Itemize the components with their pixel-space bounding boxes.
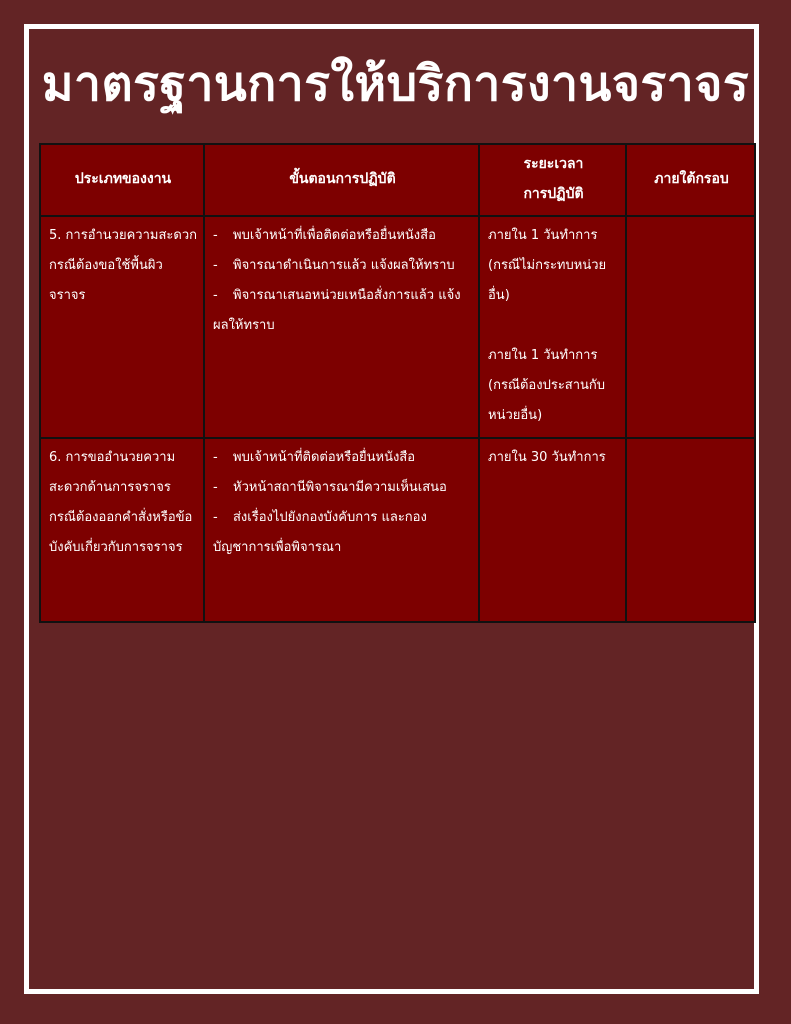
framework-cell (626, 216, 755, 438)
duration-cell (479, 216, 626, 438)
procedure-cell (204, 216, 479, 438)
duration-text: ภายใน 1 วันทำการ (กรณีต้องประสานกับหน่วยอื่น) (488, 348, 606, 423)
procedure-step: - พิจารณาเสนอหน่วยเหนือสั่งการแล้ว แจ้งผลให้ทราบ (213, 288, 461, 333)
duration-text: ภายใน 1 วันทำการ (กรณีไม่กระทบหน่วยอื่น) (488, 228, 607, 303)
procedure-step: - หัวหน้าสถานีพิจารณามีความเห็นเสนอ (213, 480, 447, 495)
page-title: มาตรฐานการให้บริการงานจราจร (41, 56, 750, 112)
procedure-step: - พิจารณาดำเนินการแล้ว แจ้งผลให้ทราบ (213, 258, 455, 273)
header-duration-line2: การปฏิบัติ (523, 186, 584, 202)
procedure-step: - ส่งเรื่องไปยังกองบังคับการ และกองบัญชาการเพื่อพิจารณา (213, 510, 427, 555)
header-work-type: ประเภทของงาน (40, 144, 204, 216)
service-standards-table (39, 143, 756, 623)
header-duration (479, 144, 626, 216)
table-row (40, 216, 755, 438)
procedure-cell (204, 438, 479, 622)
work-type-cell: 6. การขออำนวยความสะดวกด้านการจราจรกรณีต้องออกคำสั่งหรือข้อบังคับเกี่ยวกับการจราจร (40, 438, 204, 622)
table-header-row (40, 144, 755, 216)
table-row (40, 438, 755, 622)
header-procedure: ขั้นตอนการปฏิบัติ (204, 144, 479, 216)
procedure-step: - พบเจ้าหน้าที่ติดต่อหรือยื่นหนังสือ (213, 450, 416, 465)
framework-cell (626, 438, 755, 622)
work-type-cell: 5. การอำนวยความสะดวกกรณีต้องขอใช้พื้นผิวจราจร (40, 216, 204, 438)
procedure-step: - พบเจ้าหน้าที่เพื่อติดต่อหรือยื่นหนังสือ (213, 228, 436, 243)
header-duration-line1: ระยะเวลา (523, 156, 584, 172)
header-framework: ภายใต้กรอบ (626, 144, 755, 216)
duration-cell: ภายใน 30 วันทำการ (479, 438, 626, 622)
